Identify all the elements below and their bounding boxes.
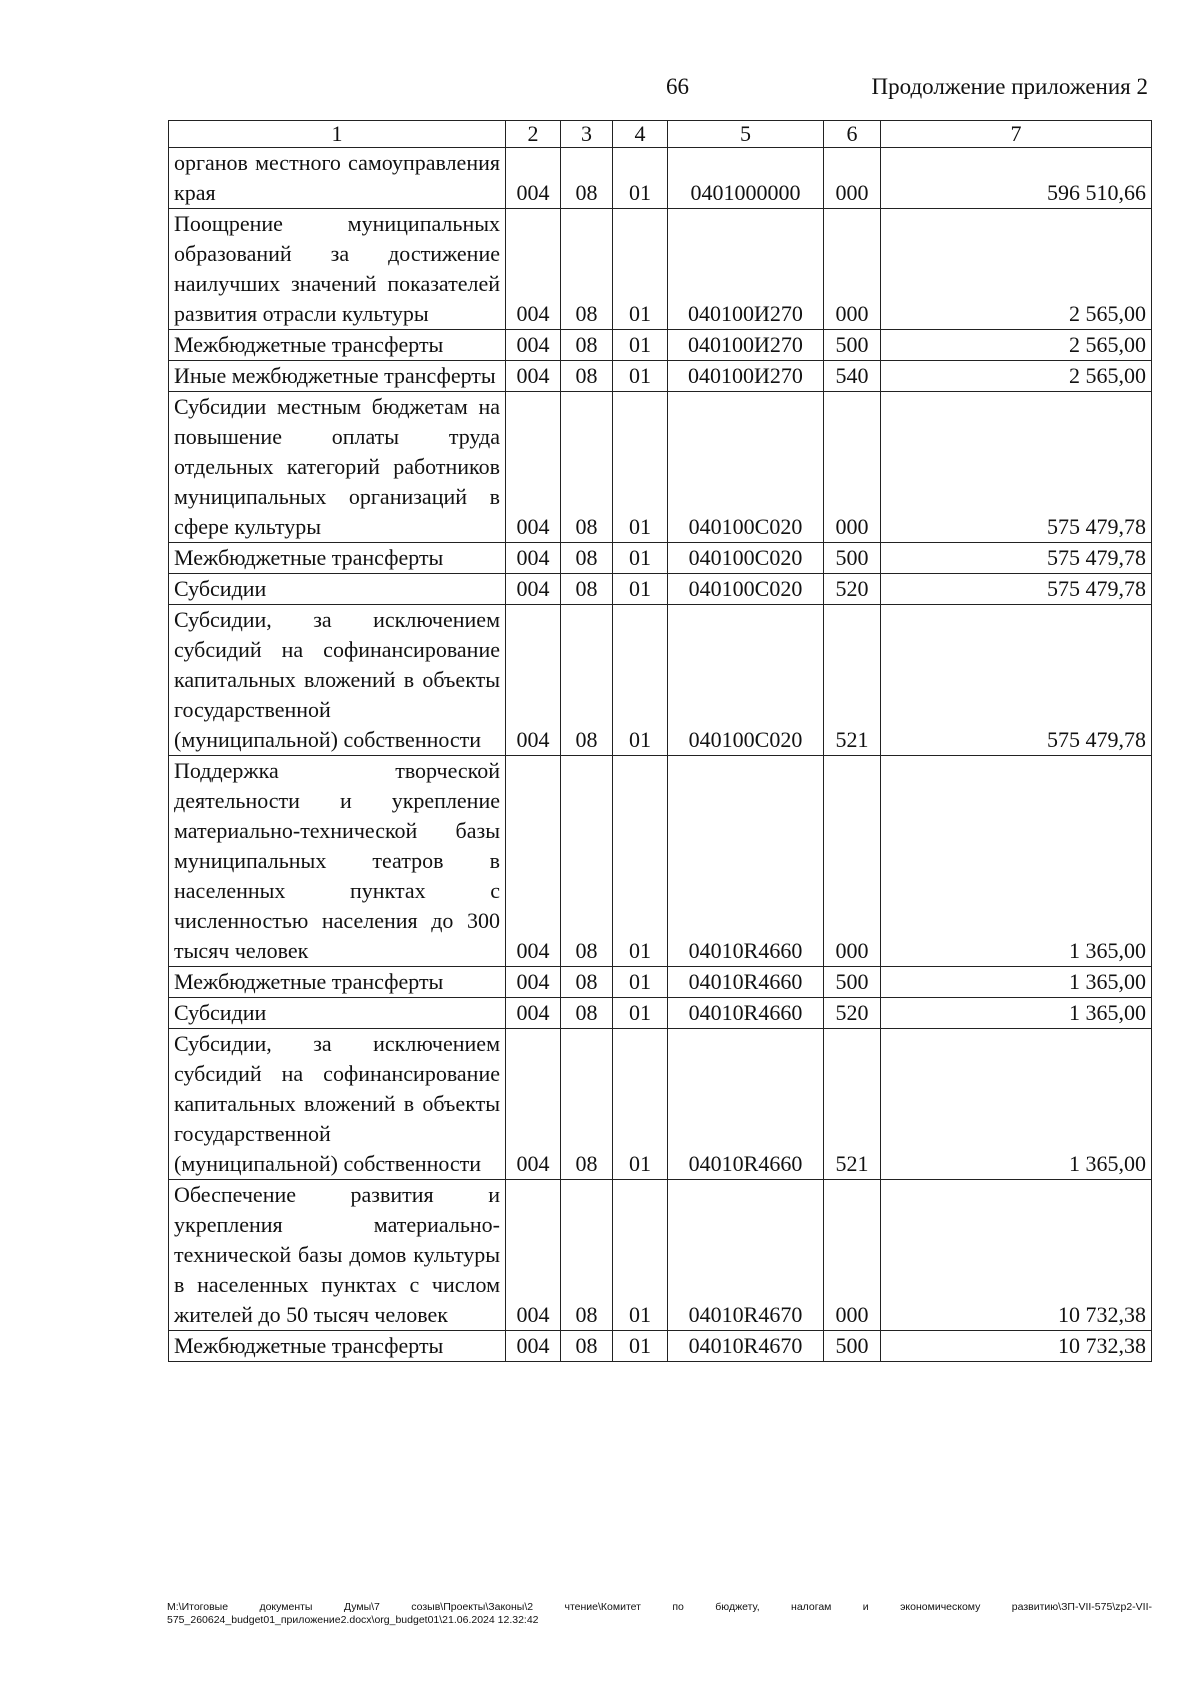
amount-cell: 1 365,00 [881, 1029, 1152, 1180]
amount-cell: 575 479,78 [881, 543, 1152, 574]
section-code-cell: 08 [561, 756, 613, 967]
section-code-cell: 08 [561, 998, 613, 1029]
table-row [169, 392, 1152, 543]
target-article-cell: 04010R4660 [668, 756, 824, 967]
expense-type-cell: 500 [824, 967, 881, 998]
ministry-code-cell: 004 [506, 148, 561, 209]
amount-cell: 596 510,66 [881, 148, 1152, 209]
row-name-cell: Поощрение муниципальных образований за достижение наилучших значений показателей развития отрасли культуры [169, 209, 506, 330]
table-row [169, 543, 1152, 574]
row-name-cell: Межбюджетные трансферты [169, 1331, 506, 1362]
expense-type-cell: 000 [824, 392, 881, 543]
row-name-cell: Субсидии, за исключением субсидий на софинансирование капитальных вложений в объекты государственной (муниципальной) собственности [169, 605, 506, 756]
subsection-code-cell: 01 [613, 967, 668, 998]
subsection-code-cell: 01 [613, 361, 668, 392]
amount-cell: 575 479,78 [881, 574, 1152, 605]
target-article-cell: 040100С020 [668, 605, 824, 756]
ministry-code-cell: 004 [506, 361, 561, 392]
row-name-cell: Обеспечение развития и укрепления материально-технической базы домов культуры в населенных пунктах с числом жителей до 50 тысяч человек [169, 1180, 506, 1331]
subsection-code-cell: 01 [613, 330, 668, 361]
ministry-code-cell: 004 [506, 209, 561, 330]
table-row [169, 1331, 1152, 1362]
ministry-code-cell: 004 [506, 330, 561, 361]
target-article-cell: 04010R4660 [668, 998, 824, 1029]
target-article-cell: 040100С020 [668, 574, 824, 605]
subsection-code-cell: 01 [613, 574, 668, 605]
column-header: 3 [561, 121, 613, 148]
expense-type-cell: 500 [824, 330, 881, 361]
file-path-footer: M:\Итоговые документы Думы\7 созыв\Проекты\Законы\2 чтение\Комитет по бюджету, налогам и экономическому развитию\ЗП-VII-575\zp2-VII-575_260624_budget01_приложение2.docx\org_budget01\21.06.2024 12.32:42 [167, 1601, 1152, 1626]
row-name-cell: Иные межбюджетные трансферты [169, 361, 506, 392]
section-code-cell: 08 [561, 1180, 613, 1331]
target-article-cell: 040100С020 [668, 543, 824, 574]
row-name-cell: Поддержка творческой деятельности и укрепление материально-технической базы муниципальных театров в населенных пунктах с численностью населения до 300 тысяч человек [169, 756, 506, 967]
expense-type-cell: 521 [824, 605, 881, 756]
table-row [169, 967, 1152, 998]
amount-cell: 10 732,38 [881, 1180, 1152, 1331]
table-row [169, 574, 1152, 605]
expense-type-cell: 540 [824, 361, 881, 392]
ministry-code-cell: 004 [506, 1331, 561, 1362]
section-code-cell: 08 [561, 1029, 613, 1180]
section-code-cell: 08 [561, 967, 613, 998]
section-code-cell: 08 [561, 574, 613, 605]
amount-cell: 575 479,78 [881, 605, 1152, 756]
target-article-cell: 04010R4660 [668, 967, 824, 998]
ministry-code-cell: 004 [506, 605, 561, 756]
ministry-code-cell: 004 [506, 998, 561, 1029]
amount-cell: 1 365,00 [881, 967, 1152, 998]
row-name-cell: Субсидии, за исключением субсидий на софинансирование капитальных вложений в объекты государственной (муниципальной) собственности [169, 1029, 506, 1180]
table-row [169, 330, 1152, 361]
row-name-cell: Субсидии местным бюджетам на повышение оплаты труда отдельных категорий работников муниципальных организаций в сфере культуры [169, 392, 506, 543]
target-article-cell: 0401000000 [668, 148, 824, 209]
row-name-cell: Субсидии [169, 574, 506, 605]
target-article-cell: 040100И270 [668, 361, 824, 392]
column-header: 2 [506, 121, 561, 148]
expense-type-cell: 520 [824, 574, 881, 605]
table-row [169, 756, 1152, 967]
column-header: 4 [613, 121, 668, 148]
expense-type-cell: 000 [824, 209, 881, 330]
budget-table [168, 120, 1152, 1362]
expense-type-cell: 000 [824, 1180, 881, 1331]
table-row [169, 1029, 1152, 1180]
column-header: 5 [668, 121, 824, 148]
ministry-code-cell: 004 [506, 574, 561, 605]
ministry-code-cell: 004 [506, 543, 561, 574]
row-name-cell: Межбюджетные трансферты [169, 967, 506, 998]
amount-cell: 2 565,00 [881, 209, 1152, 330]
column-header: 1 [169, 121, 506, 148]
row-name-cell: Межбюджетные трансферты [169, 330, 506, 361]
target-article-cell: 040100И270 [668, 330, 824, 361]
column-header: 6 [824, 121, 881, 148]
target-article-cell: 040100И270 [668, 209, 824, 330]
ministry-code-cell: 004 [506, 967, 561, 998]
target-article-cell: 040100С020 [668, 392, 824, 543]
subsection-code-cell: 01 [613, 392, 668, 543]
target-article-cell: 04010R4660 [668, 1029, 824, 1180]
row-name-cell: Субсидии [169, 998, 506, 1029]
expense-type-cell: 520 [824, 998, 881, 1029]
subsection-code-cell: 01 [613, 148, 668, 209]
ministry-code-cell: 004 [506, 1180, 561, 1331]
table-row [169, 605, 1152, 756]
amount-cell: 1 365,00 [881, 756, 1152, 967]
page-number: 66 [666, 74, 689, 99]
page-header [168, 74, 1148, 108]
subsection-code-cell: 01 [613, 1180, 668, 1331]
table-row [169, 361, 1152, 392]
table-row [169, 1180, 1152, 1331]
section-code-cell: 08 [561, 392, 613, 543]
section-code-cell: 08 [561, 1331, 613, 1362]
amount-cell: 575 479,78 [881, 392, 1152, 543]
expense-type-cell: 521 [824, 1029, 881, 1180]
row-name-cell: органов местного самоуправления края [169, 148, 506, 209]
subsection-code-cell: 01 [613, 756, 668, 967]
amount-cell: 2 565,00 [881, 330, 1152, 361]
subsection-code-cell: 01 [613, 605, 668, 756]
amount-cell: 1 365,00 [881, 998, 1152, 1029]
expense-type-cell: 000 [824, 756, 881, 967]
subsection-code-cell: 01 [613, 1331, 668, 1362]
expense-type-cell: 500 [824, 1331, 881, 1362]
column-header: 7 [881, 121, 1152, 148]
table-header-row [169, 121, 1152, 148]
expense-type-cell: 500 [824, 543, 881, 574]
section-code-cell: 08 [561, 330, 613, 361]
subsection-code-cell: 01 [613, 1029, 668, 1180]
continuation-label: Продолжение приложения 2 [871, 74, 1148, 99]
target-article-cell: 04010R4670 [668, 1331, 824, 1362]
table-row [169, 998, 1152, 1029]
expense-type-cell: 000 [824, 148, 881, 209]
section-code-cell: 08 [561, 543, 613, 574]
subsection-code-cell: 01 [613, 543, 668, 574]
section-code-cell: 08 [561, 209, 613, 330]
subsection-code-cell: 01 [613, 209, 668, 330]
section-code-cell: 08 [561, 605, 613, 756]
amount-cell: 2 565,00 [881, 361, 1152, 392]
table-row [169, 148, 1152, 209]
amount-cell: 10 732,38 [881, 1331, 1152, 1362]
subsection-code-cell: 01 [613, 998, 668, 1029]
target-article-cell: 04010R4670 [668, 1180, 824, 1331]
table-row [169, 209, 1152, 330]
ministry-code-cell: 004 [506, 1029, 561, 1180]
row-name-cell: Межбюджетные трансферты [169, 543, 506, 574]
ministry-code-cell: 004 [506, 392, 561, 543]
section-code-cell: 08 [561, 148, 613, 209]
section-code-cell: 08 [561, 361, 613, 392]
ministry-code-cell: 004 [506, 756, 561, 967]
